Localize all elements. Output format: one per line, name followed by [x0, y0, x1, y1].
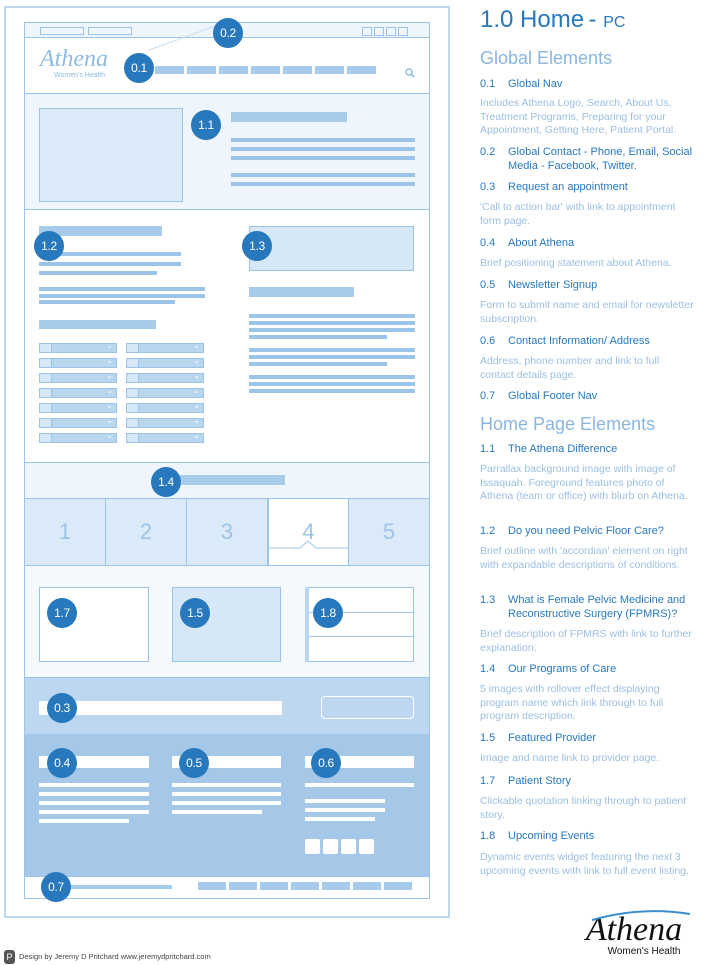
badge-1-3: 1.3	[242, 231, 272, 261]
accordion-item[interactable]: ⌄	[39, 433, 117, 443]
nav-item[interactable]	[251, 66, 280, 74]
cta-button[interactable]	[321, 696, 414, 719]
difference-image[interactable]	[39, 108, 183, 202]
credit: Design by Jeremy D Pritchard www.jeremydpritchard.com	[19, 952, 211, 961]
text-line	[249, 375, 415, 379]
accordion-item[interactable]: ⌄	[39, 388, 117, 398]
accordion-item[interactable]: ⌄	[39, 343, 117, 353]
accordion-heading	[39, 320, 156, 329]
text-line	[231, 173, 415, 177]
title-platform: PC	[603, 14, 626, 31]
title-text: 1.0 Home	[480, 6, 585, 33]
accordion-item[interactable]: ⌄	[126, 343, 204, 353]
footer-link[interactable]	[260, 882, 288, 890]
social-icon[interactable]	[398, 27, 408, 36]
accordion-item[interactable]: ⌄	[126, 373, 204, 383]
legend-title: 1.4 Our Programs of Care	[480, 663, 617, 675]
nav-item[interactable]	[219, 66, 248, 74]
newsletter-text	[172, 783, 281, 819]
footer-copyright	[70, 885, 172, 889]
legend-title: 0.6 Contact Information/ Address	[480, 335, 650, 347]
program-tile-4[interactable]: 4	[268, 499, 349, 565]
badge-0-7: 0.7	[41, 872, 71, 902]
social-links	[305, 839, 374, 854]
legend-title: 0.4 About Athena	[480, 237, 575, 249]
brand-tagline: Women's Health	[607, 946, 681, 957]
text-line	[249, 382, 415, 386]
social-icon[interactable]	[359, 839, 374, 854]
fpmrs-heading	[249, 287, 354, 297]
program-tile-2[interactable]: 2	[106, 499, 187, 565]
accordion-item[interactable]: ⌄	[126, 388, 204, 398]
logo-swoosh-icon	[572, 908, 696, 922]
search-icon[interactable]	[405, 65, 415, 75]
legend-title: 1.7 Patient Story	[480, 775, 571, 787]
accordion-item[interactable]: ⌄	[39, 418, 117, 428]
about-text	[39, 783, 149, 823]
nav-item[interactable]	[155, 66, 184, 74]
programs-heading	[170, 475, 285, 485]
footer-link[interactable]	[229, 882, 257, 890]
text-line	[231, 182, 415, 186]
footer-link[interactable]	[322, 882, 350, 890]
badge-0-2: 0.2	[213, 18, 243, 48]
badge-1-1: 1.1	[191, 110, 221, 140]
accordion-item[interactable]: ⌄	[126, 403, 204, 413]
program-tile-1[interactable]: 1	[25, 499, 106, 565]
text-line	[39, 300, 175, 304]
utility-link[interactable]	[40, 27, 84, 35]
text-line	[249, 348, 415, 352]
nav-item[interactable]	[315, 66, 344, 74]
page-title: 1.0 Home - PC	[480, 6, 626, 33]
global-heading: Global Elements	[480, 48, 613, 68]
badge-1-7: 1.7	[47, 598, 77, 628]
active-tab-notch	[268, 538, 349, 552]
badge-0-4: 0.4	[47, 748, 77, 778]
accordion-item[interactable]: ⌄	[39, 403, 117, 413]
legend-desc: 5 images with rollover effect displaying program name which link through to full program description.	[480, 683, 664, 722]
program-tile-3[interactable]: 3	[187, 499, 268, 565]
text-line	[231, 156, 415, 160]
legend-desc: Form to submit name and email for newsletter subscription.	[480, 299, 694, 325]
nav-item[interactable]	[283, 66, 312, 74]
contact-text	[305, 783, 414, 821]
events-icon	[305, 587, 309, 662]
logo-name: Athena	[40, 46, 108, 72]
accordion-left	[39, 343, 117, 447]
footer-link[interactable]	[291, 882, 319, 890]
badge-1-5: 1.5	[180, 598, 210, 628]
logo-tagline: Women's Health	[54, 72, 106, 79]
global-nav	[155, 66, 376, 74]
legend-title: 0.1 Global Nav	[480, 78, 563, 90]
legend-desc: Brief outline with 'accordian' element on right with expandable descriptions of conditions.	[480, 545, 688, 571]
social-icons[interactable]	[362, 27, 408, 36]
legend-desc: Parrallax background image with image of Issaquah. Foreground features photo of Athena (team or office) with blurb on Athena.	[480, 463, 688, 502]
legend-title: 0.3 Request an appointment	[480, 181, 628, 193]
legend-title: 1.1 The Athena Difference	[480, 443, 618, 455]
legend-title: 1.2 Do you need Pelvic Floor Care?	[480, 525, 664, 537]
program-tile-5[interactable]: 5	[349, 499, 429, 565]
legend-desc: Brief positioning statement about Athena.	[480, 257, 672, 269]
legend-desc: Address, phone number and link to full contact details page.	[480, 355, 660, 381]
legend-title: 0.5 Newsletter Signup	[480, 279, 598, 291]
legend-title: 0.2 Global Contact - Phone, Email, Social Media - Facebook, Twitter.	[480, 146, 693, 172]
events-divider	[305, 636, 414, 637]
badge-1-4: 1.4	[151, 467, 181, 497]
nav-item[interactable]	[347, 66, 376, 74]
accordion-item[interactable]: ⌄	[39, 373, 117, 383]
legend-desc: Dynamic events widget featuring the next 3 upcoming events with link to full event listing.	[480, 851, 689, 877]
nav-item[interactable]	[187, 66, 216, 74]
footer-link[interactable]	[198, 882, 226, 890]
text-line	[249, 389, 415, 393]
text-line	[249, 355, 415, 359]
utility-link[interactable]	[88, 27, 132, 35]
social-icon[interactable]	[341, 839, 356, 854]
text-line	[231, 138, 415, 142]
legend-desc: 'Call to action bar' with link to appointment form page.	[480, 201, 676, 227]
brand-logo	[572, 908, 696, 957]
badge-0-3: 0.3	[47, 693, 77, 723]
text-line	[249, 314, 415, 318]
badge-0-5: 0.5	[179, 748, 209, 778]
footer-link[interactable]	[353, 882, 381, 890]
accordion-item[interactable]: ⌄	[126, 433, 204, 443]
text-line	[249, 321, 415, 325]
legend-desc: Includes Athena Logo, Search, About Us, Treatment Programs, Preparing for your Appointment, Getting Here, Patient Portal.	[480, 97, 677, 136]
legend-desc: Clickable quotation linking through to patient story.	[480, 795, 687, 821]
accordion-item[interactable]: ⌄	[126, 358, 204, 368]
badge-1-8: 1.8	[313, 598, 343, 628]
text-line	[249, 335, 387, 339]
social-icon[interactable]	[362, 27, 372, 36]
text-line	[249, 328, 415, 332]
badge-1-2: 1.2	[34, 231, 64, 261]
text-line	[39, 287, 205, 291]
legend-title: 0.7 Global Footer Nav	[480, 390, 598, 402]
text-line	[39, 294, 205, 298]
header-logo[interactable]	[40, 46, 132, 79]
footer-link[interactable]	[384, 882, 412, 890]
accordion-item[interactable]: ⌄	[126, 418, 204, 428]
legend-title: 1.5 Featured Provider	[480, 732, 597, 744]
difference-heading	[231, 112, 347, 122]
social-icon[interactable]	[305, 839, 320, 854]
designer-icon: P	[4, 950, 15, 964]
badge-0-6: 0.6	[311, 748, 341, 778]
social-icon[interactable]	[386, 27, 396, 36]
fpmrs-image[interactable]	[249, 226, 414, 271]
home-heading: Home Page Elements	[480, 414, 656, 434]
footer-links	[198, 882, 412, 890]
legend-title: 1.8 Upcoming Events	[480, 830, 595, 842]
legend-title: 1.3 What is Female Pelvic Medicine and Reconstructive Surgery (FPMRS)?	[480, 594, 686, 620]
legend-desc: Image and name link to provider page.	[480, 752, 660, 764]
accordion-item[interactable]: ⌄	[39, 358, 117, 368]
social-icon[interactable]	[323, 839, 338, 854]
text-line	[39, 262, 181, 266]
brand-name: Athena	[585, 911, 683, 948]
badge-0-1: 0.1	[124, 53, 154, 83]
social-icon[interactable]	[374, 27, 384, 36]
text-line	[39, 271, 157, 275]
accordion-right	[126, 343, 204, 447]
text-line	[249, 362, 387, 366]
text-line	[231, 147, 415, 151]
legend-desc: Brief description of FPMRS with link to further explanation.	[480, 628, 692, 654]
